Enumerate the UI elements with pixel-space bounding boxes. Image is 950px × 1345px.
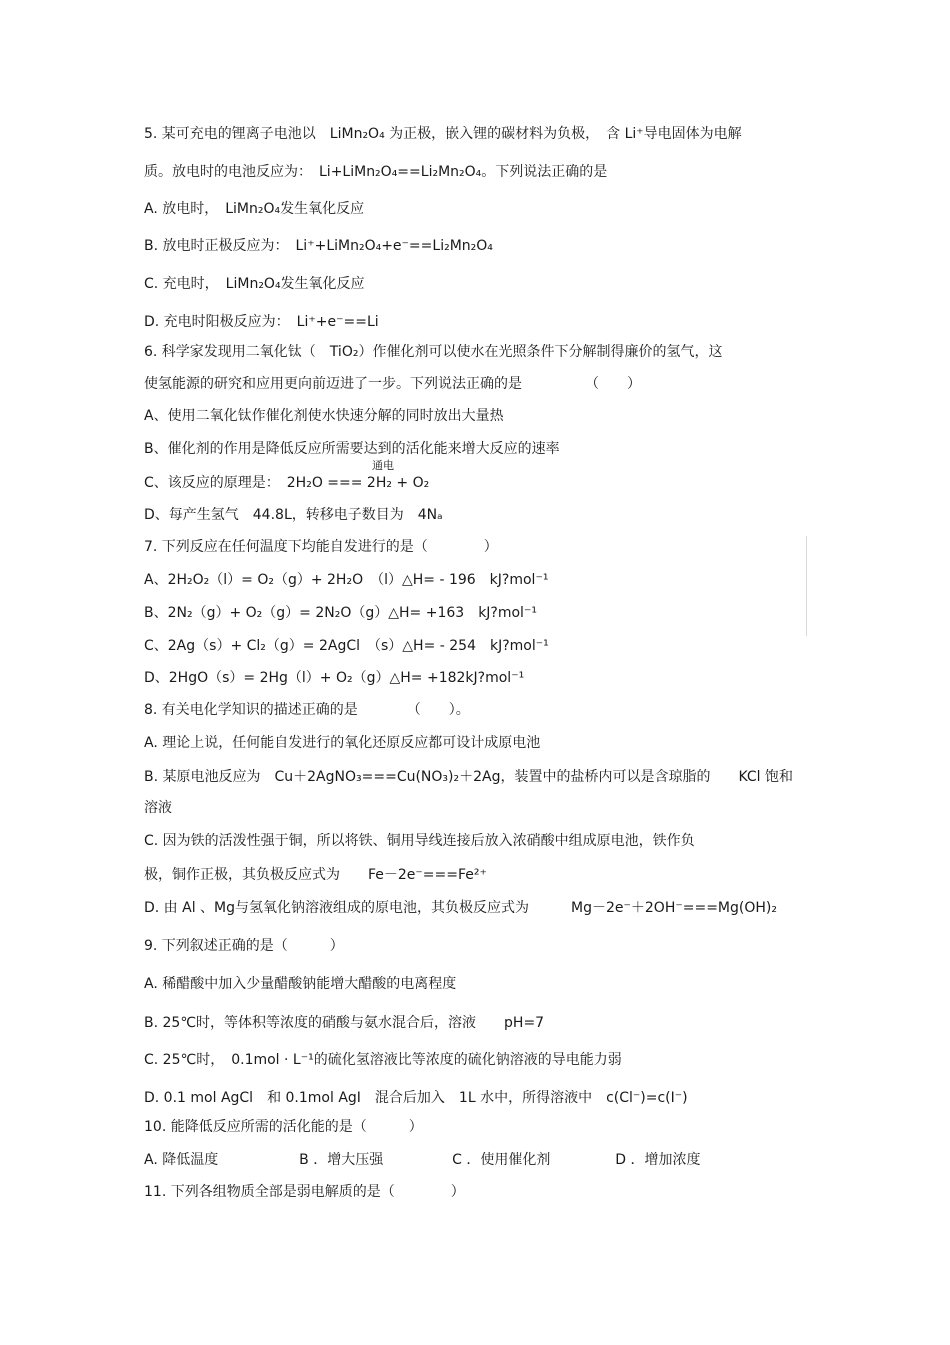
q5-option-b: B. 放电时正极反应为： Li⁺+LiMn₂O₄+e⁻==Li₂Mn₂O₄: [144, 238, 493, 254]
q5-option-c: C. 充电时， LiMn₂O₄发生氧化反应: [144, 276, 365, 292]
q8-option-b-line-1: B. 某原电池反应为 Cu＋2AgNO₃===Cu(NO₃)₂＋2Ag，装置中的盐桥内可以是含琼脂的 KCl 饱和: [144, 769, 794, 785]
q7-stem: 7. 下列反应在任何温度下均能自发进行的是（ ）: [144, 539, 498, 555]
q5-stem-line-2: 质。放电时的电池反应为： Li+LiMn₂O₄==Li₂Mn₂O₄。下列说法正确的是: [144, 164, 608, 180]
q5-option-a: A. 放电时， LiMn₂O₄发生氧化反应: [144, 201, 365, 217]
q7-option-a: A、2H₂O₂（l）= O₂（g）+ 2H₂O （l）△H= - 196 kJ?mol⁻¹: [144, 572, 549, 588]
q6-option-c: C、该反应的原理是： 2H₂O === 2H₂ + O₂: [144, 475, 430, 491]
q10-option-b: B ．增大压强: [299, 1152, 384, 1168]
q6-option-b: B、催化剂的作用是降低反应所需要达到的活化能来增大反应的速率: [144, 441, 560, 457]
q8-option-d: D. 由 Al 、Mg与氢氧化钠溶液组成的原电池，其负极反应式为 Mg－2e⁻＋2OH⁻===Mg(OH)₂: [144, 900, 777, 916]
q5-option-d: D. 充电时阳极反应为： Li⁺+e⁻==Li: [144, 314, 379, 330]
margin-rule: [806, 536, 807, 636]
q7-option-d: D、2HgO（s）= 2Hg（l）+ O₂（g）△H= +182kJ?mol⁻¹: [144, 670, 525, 686]
q9-option-d: D. 0.1 mol AgCl 和 0.1mol AgI 混合后加入 1L 水中，所得溶液中 c(Cl⁻)=c(I⁻): [144, 1090, 688, 1106]
q6-stem-line-2: 使氢能源的研究和应用更向前迈进了一步。下列说法正确的是 （ ）: [144, 376, 641, 392]
q9-option-b: B. 25℃时，等体积等浓度的硝酸与氨水混合后，溶液 pH=7: [144, 1015, 545, 1031]
q5-stem-line-1: 5. 某可充电的锂离子电池以 LiMn₂O₄ 为正极，嵌入锂的碳材料为负极， 含 Li⁺导电固体为电解: [144, 126, 742, 142]
q6-option-a: A、使用二氧化钛作催化剂使水快速分解的同时放出大量热: [144, 408, 504, 424]
q10-option-d: D ．增加浓度: [615, 1152, 701, 1168]
q6-option-d: D、每产生氢气 44.8L，转移电子数目为 4Nₐ: [144, 507, 443, 523]
q8-option-b-line-2: 溶液: [144, 800, 172, 816]
q8-stem: 8. 有关电化学知识的描述正确的是 （ ）。: [144, 702, 470, 718]
q9-option-c: C. 25℃时， 0.1mol · L⁻¹的硫化氢溶液比等浓度的硫化钠溶液的导电能力弱: [144, 1052, 622, 1068]
q9-option-a: A. 稀醋酸中加入少量醋酸钠能增大醋酸的电离程度: [144, 976, 457, 992]
q8-option-c-line-2: 极，铜作正极，其负极反应式为 Fe－2e⁻===Fe²⁺: [144, 867, 487, 883]
q6-stem-line-1: 6. 科学家发现用二氧化钛（ TiO₂）作催化剂可以使水在光照条件下分解制得廉价的氢气，这: [144, 344, 723, 360]
q10-option-a: A. 降低温度: [144, 1152, 219, 1168]
q11-stem: 11. 下列各组物质全部是弱电解质的是（ ）: [144, 1184, 465, 1200]
q6-electrolysis-condition: 通电: [372, 459, 394, 472]
q10-option-c: C ．使用催化剂: [452, 1152, 551, 1168]
q7-option-b: B、2N₂（g）+ O₂（g）= 2N₂O（g）△H= +163 kJ?mol⁻¹: [144, 605, 537, 621]
q9-stem: 9. 下列叙述正确的是（ ）: [144, 938, 344, 954]
q7-option-c: C、2Ag（s）+ Cl₂（g）= 2AgCl （s）△H= - 254 kJ?mol⁻¹: [144, 638, 549, 654]
q8-option-c-line-1: C. 因为铁的活泼性强于铜，所以将铁、铜用导线连接后放入浓硝酸中组成原电池，铁作负: [144, 833, 695, 849]
q10-options: [144, 1150, 700, 1170]
q10-stem: 10. 能降低反应所需的活化能的是（ ）: [144, 1119, 423, 1135]
q8-option-a: A. 理论上说，任何能自发进行的氧化还原反应都可设计成原电池: [144, 735, 541, 751]
